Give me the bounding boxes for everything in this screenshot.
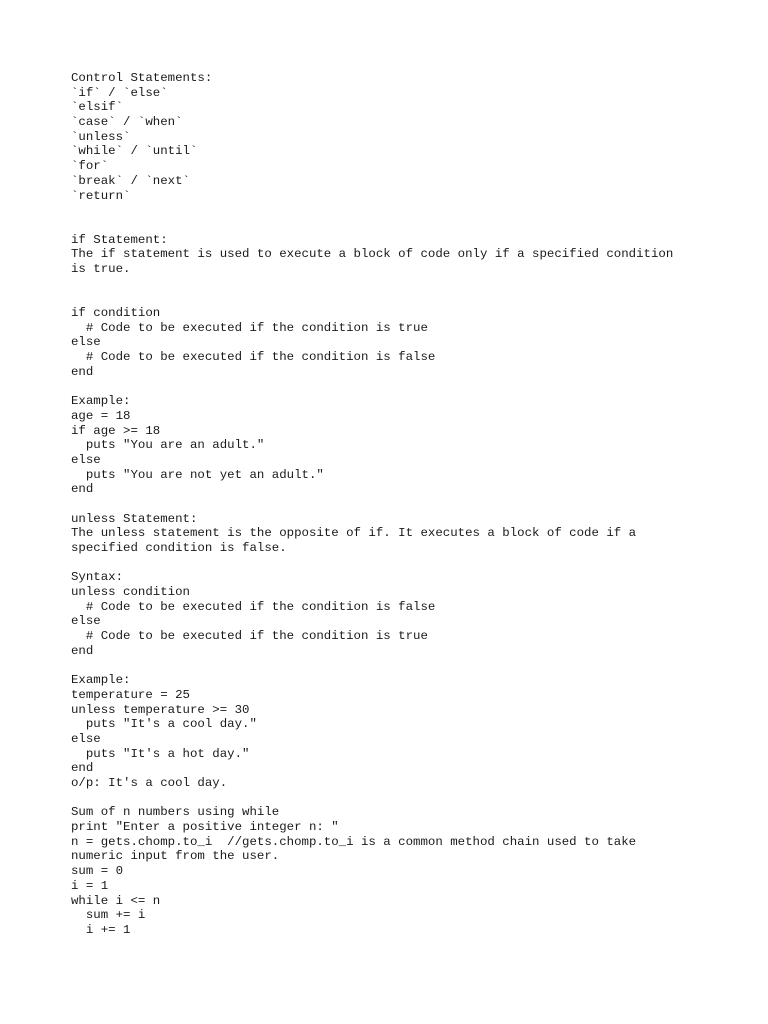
text-line <box>71 291 711 306</box>
text-line: puts "You are an adult." <box>71 438 265 453</box>
text-line: # Code to be executed if the condition is true <box>71 629 428 644</box>
text-line: unless temperature >= 30 <box>71 702 250 717</box>
text-line: while i <= n <box>71 893 161 908</box>
text-line: i = 1 <box>71 878 109 893</box>
text-line: age = 18 <box>71 408 131 423</box>
text-line: unless Statement: <box>71 511 198 526</box>
text-line <box>71 659 711 674</box>
text-line: end <box>71 364 94 379</box>
text-line: else <box>71 335 101 350</box>
text-line: `break` / `next` <box>71 173 190 188</box>
text-line: Example: <box>71 394 131 409</box>
text-line: specified condition is false. <box>71 541 287 555</box>
text-line: `if` / `else` <box>71 85 168 100</box>
text-line: Syntax: <box>71 570 124 585</box>
text-line: puts "It's a hot day." <box>71 746 250 761</box>
text-line: `while` / `until` <box>71 144 198 159</box>
text-line: temperature = 25 <box>71 687 190 702</box>
text-line <box>71 277 711 292</box>
text-line: i += 1 <box>71 922 131 937</box>
text-line: puts "You are not yet an adult." <box>71 467 324 482</box>
text-line: o/p: It's a cool day. <box>71 776 228 790</box>
text-line: `case` / `when` <box>71 115 183 130</box>
text-line: `for` <box>71 159 109 174</box>
text-line <box>71 218 711 233</box>
text-line: end <box>71 643 94 658</box>
text-line: is true. <box>71 261 131 276</box>
text-line: end <box>71 761 94 776</box>
text-line: if condition <box>71 306 161 320</box>
text-line: sum = 0 <box>71 864 124 879</box>
text-line: # Code to be executed if the condition is false <box>71 350 436 365</box>
text-line <box>71 497 711 512</box>
text-line: print "Enter a positive integer n: " <box>71 820 339 835</box>
text-line: puts "It's a cool day." <box>71 717 257 732</box>
text-line: # Code to be executed if the condition is true <box>71 320 428 335</box>
text-line <box>71 791 711 806</box>
text-line: `return` <box>71 188 131 203</box>
text-line: if Statement: <box>71 232 168 247</box>
text-line: else <box>71 731 101 746</box>
text-line: # Code to be executed if the condition is false <box>71 599 436 614</box>
text-line: n = gets.chomp.to_i //gets.chomp.to_i is a common method chain used to take <box>71 834 637 849</box>
text-line: `elsif` <box>71 100 124 115</box>
text-line: numeric input from the user. <box>71 849 280 864</box>
text-line: Sum of n numbers using while <box>71 805 280 820</box>
text-line: `unless` <box>71 129 131 144</box>
text-line: end <box>71 482 94 497</box>
text-line: The if statement is used to execute a block of code only if a specified condition <box>71 247 674 262</box>
document-page <box>71 71 711 938</box>
text-line: unless condition <box>71 585 190 600</box>
text-line: else <box>71 452 101 467</box>
text-line: else <box>71 614 101 629</box>
text-line <box>71 379 711 394</box>
text-line: if age >= 18 <box>71 423 161 438</box>
text-line: Control Statements: <box>71 71 213 85</box>
text-line: The unless statement is the opposite of if. It executes a block of code if a <box>71 526 637 541</box>
text-line: Example: <box>71 673 131 688</box>
text-line <box>71 203 711 218</box>
text-line: sum += i <box>71 908 146 923</box>
text-line <box>71 556 711 571</box>
